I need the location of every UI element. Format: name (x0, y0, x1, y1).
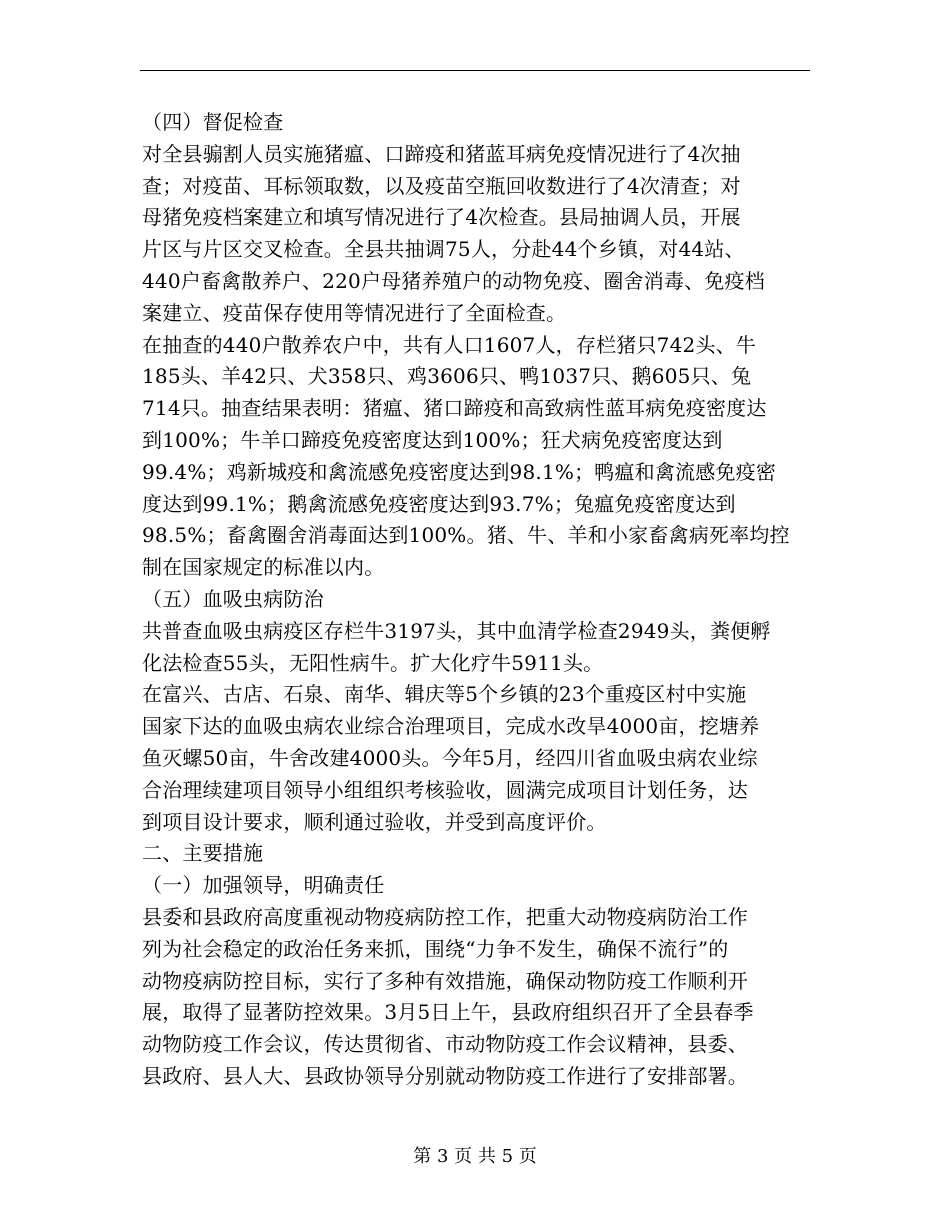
page-number-footer: 第 3 页 共 5 页 (413, 1146, 537, 1167)
section-heading: （一）加强领导，明确责任 (142, 873, 385, 898)
section-heading: （五）血吸虫病防治 (142, 586, 324, 611)
text-line: 国家下达的血吸虫病农业综合治理项目，完成水改旱4000亩，挖塘养 (142, 714, 760, 739)
text-line: 185头、羊42只、犬358只、鸡3606只、鸭1037只、鹅605只、兔 (142, 364, 752, 389)
text-line: 98.5%；畜禽圈舍消毒面达到100%。猪、牛、羊和小家畜禽病死率均控 (142, 523, 790, 548)
text-line: 片区与片区交叉检查。全县共抽调75人，分赴44个乡镇，对44站、 (142, 237, 745, 262)
text-line: 制在国家规定的标准以内。 (142, 555, 385, 580)
text-line: 县委和县政府高度重视动物疫病防控工作，把重大动物疫病防治工作 (142, 904, 748, 929)
text-line: 在富兴、古店、石泉、南华、辑庆等5个乡镇的23个重疫区村中实施 (142, 682, 747, 707)
text-line: 在抽查的440户散养农户中，共有人口1607人，存栏猪只742头、牛 (142, 332, 757, 357)
text-line: 县政府、县人大、县政协领导分别就动物防疫工作进行了安排部署。 (142, 1063, 748, 1088)
header-rule (140, 70, 810, 71)
text-line: 共普查血吸虫病疫区存栏牛3197头，其中血清学检查2949头，粪便孵 (142, 618, 771, 643)
text-line: 到项目设计要求，顺利通过验收，并受到高度评价。 (142, 809, 607, 834)
text-line: 对全县骟割人员实施猪瘟、口蹄疫和猪蓝耳病免疫情况进行了4次抽 (142, 141, 741, 166)
text-line: 展，取得了显著防控效果。3月5日上午，县政府组织召开了全县春季 (142, 1000, 754, 1025)
text-line: 动物疫病防控目标，实行了多种有效措施，确保动物防疫工作顺利开 (142, 968, 748, 993)
text-line: 440户畜禽散养户、220户母猪养殖户的动物免疫、圈舍消毒、免疫档 (142, 268, 765, 293)
section-heading: （四）督促检查 (142, 110, 284, 134)
document-body (142, 107, 812, 1093)
text-line: 鱼灭螺50亩，牛舍改建4000头。今年5月，经四川省血吸虫病农业综 (142, 745, 758, 770)
text-line: 度达到99.1%；鹅禽流感免疫密度达到93.7%；兔瘟免疫密度达到 (142, 491, 736, 516)
text-line: 合治理续建项目领导小组组织考核验收，圆满完成项目计划任务，达 (142, 777, 748, 802)
chapter-heading: 二、主要措施 (142, 841, 264, 866)
text-line: 99.4%；鸡新城疫和禽流感免疫密度达到98.1%；鸭瘟和禽流感免疫密 (142, 459, 777, 484)
text-line: 化法检查55头，无阳性病牛。扩大化疗牛5911头。 (142, 650, 604, 675)
text-line: 到100%；牛羊口蹄疫免疫密度达到100%；狂犬病免疫密度达到 (142, 427, 723, 452)
text-line: 动物防疫工作会议，传达贯彻省、市动物防疫工作会议精神，县委、 (142, 1032, 748, 1057)
text-line: 列为社会稳定的政治任务来抓，围绕“力争不发生，确保不流行”的 (142, 936, 729, 961)
text-line: 母猪免疫档案建立和填写情况进行了4次检查。县局抽调人员，开展 (142, 205, 741, 230)
text-line: 714只。抽查结果表明：猪瘟、猪口蹄疫和高致病性蓝耳病免疫密度达 (142, 396, 767, 421)
text-line: 案建立、疫苗保存使用等情况进行了全面检查。 (142, 300, 567, 325)
text-line: 查；对疫苗、耳标领取数，以及疫苗空瓶回收数进行了4次清查；对 (142, 173, 741, 198)
